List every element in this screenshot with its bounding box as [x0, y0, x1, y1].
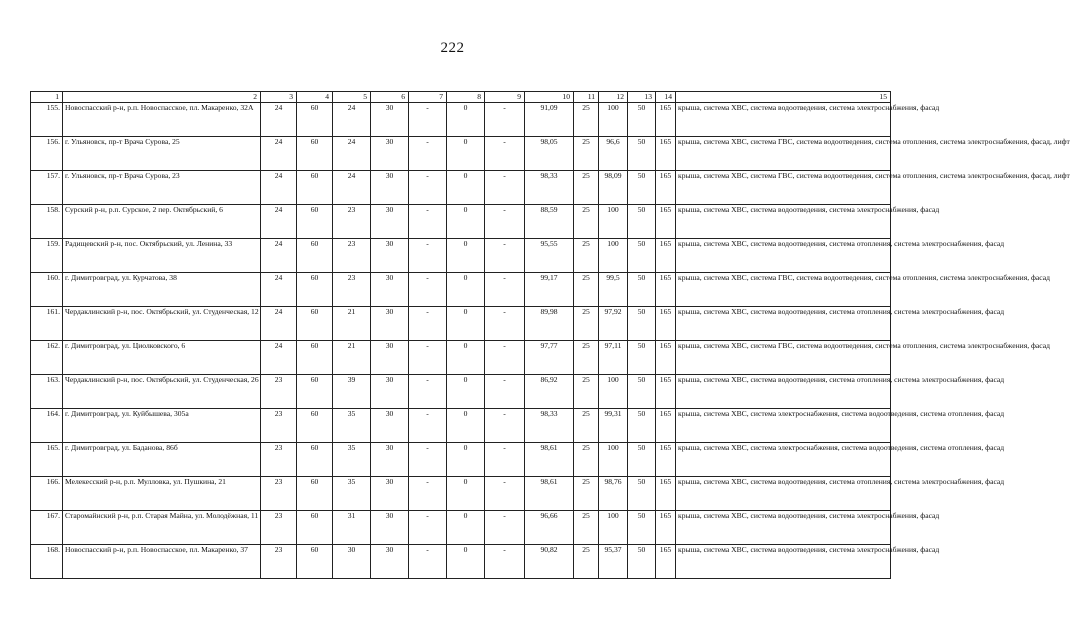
- column-header: 3: [261, 92, 297, 103]
- value-cell: -: [409, 137, 447, 171]
- column-header: 2: [63, 92, 261, 103]
- address-cell: г. Димитровград, ул. Баданова, 86б: [63, 443, 261, 477]
- value-cell: -: [409, 341, 447, 375]
- address-cell: Чердаклинский р-н, пос. Октябрьский, ул. Студенческая, 26: [63, 375, 261, 409]
- row-number: 164.: [31, 409, 63, 443]
- value-cell: 25: [574, 409, 599, 443]
- value-cell: 88,59: [525, 205, 574, 239]
- value-cell: 25: [574, 307, 599, 341]
- value-cell: 50: [628, 273, 656, 307]
- address-cell: Старомайнский р-н, р.п. Старая Майна, ул. Молодёжная, 11: [63, 511, 261, 545]
- value-cell: 23: [261, 375, 297, 409]
- value-cell: 60: [297, 273, 333, 307]
- value-cell: 30: [333, 545, 371, 579]
- value-cell: 30: [371, 341, 409, 375]
- works-list-cell: крыша, система ХВС, система ГВС, система водоотведения, система отопления, система электроснабжения, фасад, лифт: [676, 171, 891, 205]
- value-cell: 35: [333, 443, 371, 477]
- value-cell: -: [485, 307, 525, 341]
- value-cell: 30: [371, 273, 409, 307]
- address-cell: Мелекесский р-н, р.п. Мулловка, ул. Пушкина, 21: [63, 477, 261, 511]
- value-cell: 23: [333, 205, 371, 239]
- address-cell: г. Ульяновск, пр-т Врача Сурова, 25: [63, 137, 261, 171]
- value-cell: 98,09: [599, 171, 628, 205]
- value-cell: 30: [371, 409, 409, 443]
- value-cell: 90,82: [525, 545, 574, 579]
- value-cell: 0: [447, 545, 485, 579]
- value-cell: 30: [371, 511, 409, 545]
- value-cell: 100: [599, 239, 628, 273]
- value-cell: -: [485, 205, 525, 239]
- value-cell: 23: [261, 511, 297, 545]
- value-cell: 0: [447, 205, 485, 239]
- table-row: [31, 273, 891, 307]
- value-cell: 98,61: [525, 477, 574, 511]
- value-cell: 23: [261, 443, 297, 477]
- value-cell: 25: [574, 511, 599, 545]
- value-cell: 24: [261, 239, 297, 273]
- value-cell: 24: [261, 273, 297, 307]
- value-cell: 24: [261, 137, 297, 171]
- value-cell: -: [485, 341, 525, 375]
- column-header: 13: [628, 92, 656, 103]
- value-cell: -: [409, 477, 447, 511]
- address-cell: г. Ульяновск, пр-т Врача Сурова, 23: [63, 171, 261, 205]
- table-row: [31, 375, 891, 409]
- value-cell: 100: [599, 443, 628, 477]
- value-cell: 0: [447, 443, 485, 477]
- address-cell: г. Димитровград, ул. Куйбышева, 305а: [63, 409, 261, 443]
- address-cell: Радищевский р-н, пос. Октябрьский, ул. Ленина, 33: [63, 239, 261, 273]
- value-cell: 60: [297, 171, 333, 205]
- value-cell: 23: [333, 273, 371, 307]
- value-cell: 60: [297, 103, 333, 137]
- value-cell: 23: [261, 545, 297, 579]
- value-cell: 23: [261, 409, 297, 443]
- works-list-cell: крыша, система ХВС, система электроснабжения, система водоотведения, система отопления, фасад: [676, 409, 891, 443]
- value-cell: 25: [574, 239, 599, 273]
- value-cell: 60: [297, 443, 333, 477]
- table-row: [31, 511, 891, 545]
- value-cell: 50: [628, 409, 656, 443]
- page-number: 222: [440, 40, 465, 56]
- value-cell: 30: [371, 443, 409, 477]
- value-cell: -: [485, 375, 525, 409]
- value-cell: 99,31: [599, 409, 628, 443]
- row-number: 156.: [31, 137, 63, 171]
- value-cell: 165: [656, 137, 676, 171]
- value-cell: 165: [656, 307, 676, 341]
- value-cell: 60: [297, 511, 333, 545]
- value-cell: -: [409, 409, 447, 443]
- value-cell: 25: [574, 205, 599, 239]
- column-header: 6: [371, 92, 409, 103]
- value-cell: 50: [628, 375, 656, 409]
- value-cell: 25: [574, 171, 599, 205]
- value-cell: 24: [261, 307, 297, 341]
- value-cell: 50: [628, 477, 656, 511]
- value-cell: 30: [371, 307, 409, 341]
- column-header: 9: [485, 92, 525, 103]
- value-cell: 0: [447, 375, 485, 409]
- value-cell: -: [409, 239, 447, 273]
- value-cell: 95,37: [599, 545, 628, 579]
- row-number: 160.: [31, 273, 63, 307]
- value-cell: 100: [599, 375, 628, 409]
- value-cell: 91,09: [525, 103, 574, 137]
- value-cell: -: [485, 545, 525, 579]
- value-cell: 165: [656, 239, 676, 273]
- value-cell: 24: [333, 103, 371, 137]
- value-cell: 50: [628, 545, 656, 579]
- value-cell: 30: [371, 205, 409, 239]
- value-cell: 98,61: [525, 443, 574, 477]
- column-header: 12: [599, 92, 628, 103]
- table-row: [31, 239, 891, 273]
- value-cell: 0: [447, 171, 485, 205]
- value-cell: 60: [297, 409, 333, 443]
- value-cell: 25: [574, 545, 599, 579]
- value-cell: 25: [574, 443, 599, 477]
- column-number-row: [31, 92, 891, 103]
- value-cell: 50: [628, 205, 656, 239]
- value-cell: -: [409, 205, 447, 239]
- value-cell: 50: [628, 443, 656, 477]
- row-number: 157.: [31, 171, 63, 205]
- column-header: 10: [525, 92, 574, 103]
- value-cell: -: [409, 375, 447, 409]
- value-cell: -: [485, 511, 525, 545]
- value-cell: 30: [371, 239, 409, 273]
- value-cell: 21: [333, 307, 371, 341]
- value-cell: 30: [371, 103, 409, 137]
- value-cell: 96,6: [599, 137, 628, 171]
- value-cell: 100: [599, 205, 628, 239]
- column-header: 5: [333, 92, 371, 103]
- value-cell: 21: [333, 341, 371, 375]
- value-cell: 30: [371, 375, 409, 409]
- row-number: 167.: [31, 511, 63, 545]
- value-cell: 30: [371, 171, 409, 205]
- works-list-cell: крыша, система ХВС, система ГВС, система водоотведения, система отопления, система электроснабжения, фасад, лифт: [676, 137, 891, 171]
- value-cell: 0: [447, 477, 485, 511]
- address-cell: г. Димитровград, ул. Циолковского, 6: [63, 341, 261, 375]
- value-cell: 60: [297, 341, 333, 375]
- address-cell: Чердаклинский р-н, пос. Октябрьский, ул. Студенческая, 12: [63, 307, 261, 341]
- table-row: [31, 171, 891, 205]
- value-cell: 165: [656, 409, 676, 443]
- value-cell: 86,92: [525, 375, 574, 409]
- table-row: [31, 205, 891, 239]
- value-cell: 60: [297, 545, 333, 579]
- value-cell: 60: [297, 307, 333, 341]
- value-cell: 25: [574, 375, 599, 409]
- value-cell: -: [485, 273, 525, 307]
- row-number: 166.: [31, 477, 63, 511]
- column-header: 15: [676, 92, 891, 103]
- works-list-cell: крыша, система ХВС, система водоотведения, система электроснабжения, фасад: [676, 511, 891, 545]
- value-cell: 60: [297, 477, 333, 511]
- value-cell: -: [485, 103, 525, 137]
- value-cell: 50: [628, 239, 656, 273]
- works-list-cell: крыша, система ХВС, система водоотведения, система электроснабжения, фасад: [676, 205, 891, 239]
- table-row: [31, 443, 891, 477]
- value-cell: -: [485, 137, 525, 171]
- value-cell: 35: [333, 409, 371, 443]
- value-cell: 31: [333, 511, 371, 545]
- works-list-cell: крыша, система ХВС, система ГВС, система водоотведения, система отопления, система электроснабжения, фасад: [676, 273, 891, 307]
- works-list-cell: крыша, система ХВС, система водоотведения, система отопления, система электроснабжения, фасад: [676, 477, 891, 511]
- table-row: [31, 341, 891, 375]
- value-cell: 97,92: [599, 307, 628, 341]
- value-cell: 0: [447, 409, 485, 443]
- table-row: [31, 477, 891, 511]
- value-cell: 98,76: [599, 477, 628, 511]
- table-row: [31, 307, 891, 341]
- value-cell: 60: [297, 375, 333, 409]
- value-cell: 0: [447, 273, 485, 307]
- value-cell: 50: [628, 307, 656, 341]
- value-cell: -: [485, 409, 525, 443]
- column-header: 8: [447, 92, 485, 103]
- value-cell: 25: [574, 273, 599, 307]
- value-cell: 24: [261, 103, 297, 137]
- value-cell: 165: [656, 273, 676, 307]
- value-cell: 165: [656, 511, 676, 545]
- value-cell: -: [409, 443, 447, 477]
- value-cell: -: [409, 103, 447, 137]
- value-cell: 50: [628, 171, 656, 205]
- works-list-cell: крыша, система ХВС, система водоотведения, система электроснабжения, фасад: [676, 103, 891, 137]
- value-cell: 165: [656, 171, 676, 205]
- value-cell: 30: [371, 545, 409, 579]
- value-cell: 165: [656, 375, 676, 409]
- column-header: 1: [31, 92, 63, 103]
- value-cell: 95,55: [525, 239, 574, 273]
- value-cell: 97,11: [599, 341, 628, 375]
- address-cell: Новоспасский р-н, р.п. Новоспасское, пл. Макаренко, 32А: [63, 103, 261, 137]
- table-row: [31, 103, 891, 137]
- value-cell: 0: [447, 137, 485, 171]
- value-cell: 50: [628, 341, 656, 375]
- works-list-cell: крыша, система ХВС, система ГВС, система водоотведения, система отопления, система электроснабжения, фасад: [676, 341, 891, 375]
- column-header: 4: [297, 92, 333, 103]
- value-cell: 50: [628, 511, 656, 545]
- value-cell: 0: [447, 239, 485, 273]
- value-cell: -: [485, 239, 525, 273]
- row-number: 168.: [31, 545, 63, 579]
- value-cell: 99,17: [525, 273, 574, 307]
- value-cell: 0: [447, 103, 485, 137]
- value-cell: 98,33: [525, 409, 574, 443]
- value-cell: 24: [333, 171, 371, 205]
- table-row: [31, 545, 891, 579]
- row-number: 163.: [31, 375, 63, 409]
- value-cell: 0: [447, 511, 485, 545]
- address-cell: г. Димитровград, ул. Курчатова, 38: [63, 273, 261, 307]
- address-cell: Сурский р-н, р.п. Сурское, 2 пер. Октябрьский, 6: [63, 205, 261, 239]
- value-cell: 30: [371, 137, 409, 171]
- value-cell: 30: [371, 477, 409, 511]
- column-header: 14: [656, 92, 676, 103]
- value-cell: -: [485, 477, 525, 511]
- value-cell: 0: [447, 307, 485, 341]
- value-cell: 24: [333, 137, 371, 171]
- value-cell: 99,5: [599, 273, 628, 307]
- value-cell: 25: [574, 137, 599, 171]
- address-cell: Новоспасский р-н, р.п. Новоспасское, пл. Макаренко, 37: [63, 545, 261, 579]
- row-number: 158.: [31, 205, 63, 239]
- value-cell: 165: [656, 341, 676, 375]
- works-list-cell: крыша, система ХВС, система водоотведения, система электроснабжения, фасад: [676, 545, 891, 579]
- row-number: 155.: [31, 103, 63, 137]
- value-cell: 165: [656, 443, 676, 477]
- value-cell: 165: [656, 477, 676, 511]
- value-cell: -: [409, 511, 447, 545]
- row-number: 162.: [31, 341, 63, 375]
- works-list-cell: крыша, система ХВС, система водоотведения, система отопления, система электроснабжения, фасад: [676, 307, 891, 341]
- value-cell: 39: [333, 375, 371, 409]
- value-cell: 89,98: [525, 307, 574, 341]
- value-cell: 24: [261, 341, 297, 375]
- value-cell: 25: [574, 341, 599, 375]
- value-cell: -: [485, 443, 525, 477]
- register-table: [30, 91, 1070, 579]
- value-cell: 23: [261, 477, 297, 511]
- works-list-cell: крыша, система ХВС, система водоотведения, система отопления, система электроснабжения, фасад: [676, 239, 891, 273]
- value-cell: -: [485, 171, 525, 205]
- table-row: [31, 137, 891, 171]
- value-cell: 60: [297, 205, 333, 239]
- value-cell: 24: [261, 205, 297, 239]
- value-cell: 60: [297, 137, 333, 171]
- value-cell: 25: [574, 103, 599, 137]
- value-cell: 60: [297, 239, 333, 273]
- works-list-cell: крыша, система ХВС, система водоотведения, система отопления, система электроснабжения, фасад: [676, 375, 891, 409]
- row-number: 159.: [31, 239, 63, 273]
- value-cell: -: [409, 273, 447, 307]
- value-cell: 165: [656, 103, 676, 137]
- value-cell: 165: [656, 205, 676, 239]
- works-list-cell: крыша, система ХВС, система электроснабжения, система водоотведения, система отопления, фасад: [676, 443, 891, 477]
- value-cell: 25: [574, 477, 599, 511]
- value-cell: 98,33: [525, 171, 574, 205]
- column-header: 11: [574, 92, 599, 103]
- value-cell: 23: [333, 239, 371, 273]
- value-cell: 0: [447, 341, 485, 375]
- value-cell: 24: [261, 171, 297, 205]
- value-cell: 98,05: [525, 137, 574, 171]
- value-cell: -: [409, 545, 447, 579]
- value-cell: 50: [628, 137, 656, 171]
- value-cell: 165: [656, 545, 676, 579]
- value-cell: -: [409, 307, 447, 341]
- table-row: [31, 409, 891, 443]
- column-header: 7: [409, 92, 447, 103]
- value-cell: 50: [628, 103, 656, 137]
- value-cell: -: [409, 171, 447, 205]
- row-number: 165.: [31, 443, 63, 477]
- value-cell: 100: [599, 511, 628, 545]
- row-number: 161.: [31, 307, 63, 341]
- value-cell: 97,77: [525, 341, 574, 375]
- value-cell: 100: [599, 103, 628, 137]
- value-cell: 96,66: [525, 511, 574, 545]
- value-cell: 35: [333, 477, 371, 511]
